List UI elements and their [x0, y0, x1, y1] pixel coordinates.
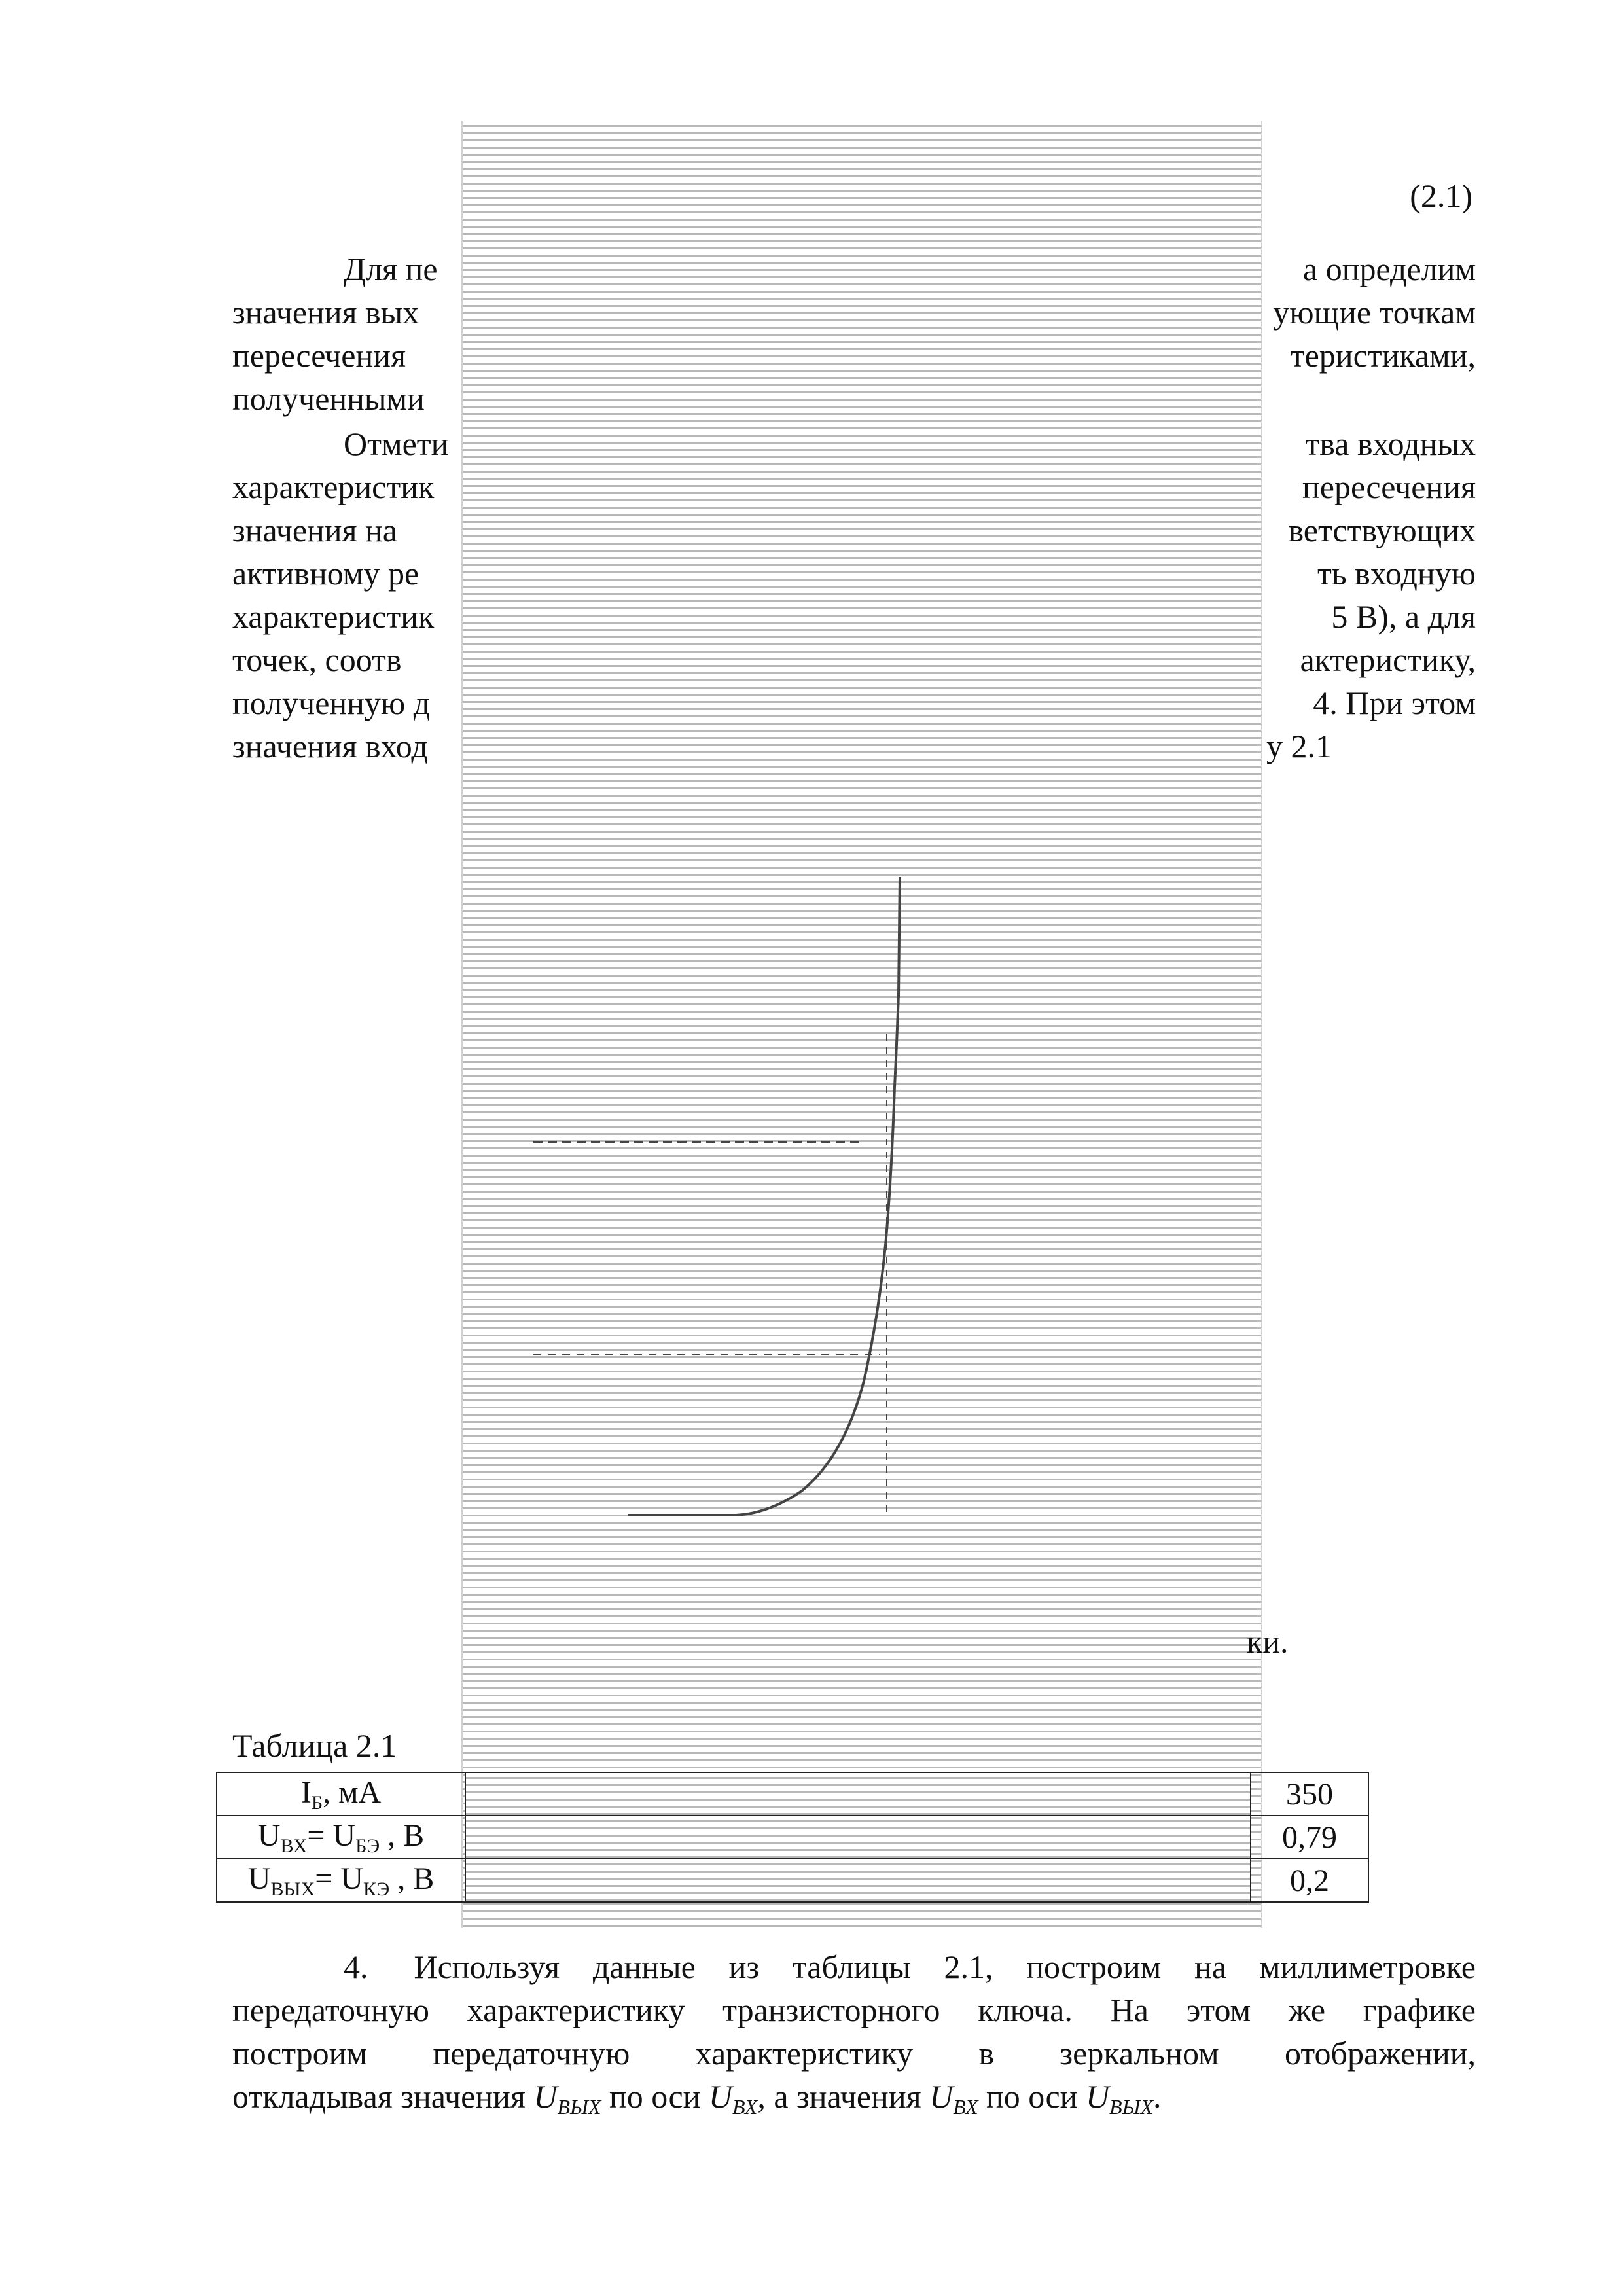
- row-label-uvyx: $U_{ВЫХ}= U_{КЭ}$ , В: [217, 1859, 465, 1902]
- table-cell-value: 0,79: [1251, 1816, 1368, 1859]
- redacted-cells: [465, 1816, 1251, 1859]
- final-line-1: 4. Используя данные из таблицы 2.1, построим на миллиметровке: [344, 1948, 1476, 1985]
- table-row: [217, 1816, 1368, 1859]
- para2-line2-right: пересечения: [1302, 469, 1476, 505]
- item-number: 4.: [344, 1948, 368, 1985]
- final-line-3: построим передаточную характеристику в зеркальном отображении,: [232, 2035, 1476, 2072]
- para2-line3-right: ветствующих: [1288, 512, 1476, 548]
- redacted-cells: [465, 1859, 1251, 1902]
- para2-line3-left: значения на: [232, 512, 398, 548]
- para1-line2-right: ующие точкам: [1273, 294, 1476, 331]
- para2-line6-left: точек, соотв: [232, 641, 402, 678]
- formula-number: (2.1): [1410, 177, 1472, 214]
- table-caption: Таблица 2.1: [232, 1727, 397, 1764]
- figure-caption-fragment: ки.: [1247, 1623, 1289, 1660]
- para2-line8-right: у 2.1: [1266, 728, 1332, 764]
- para2-line8-left: значения вход: [232, 728, 428, 764]
- para2-line6-right: актеристику,: [1300, 641, 1476, 678]
- para2-line7-right: 4. При этом: [1313, 685, 1476, 721]
- para2-line5-right: 5 В), а для: [1331, 598, 1476, 635]
- para2-line4-left: активному ре: [232, 555, 419, 592]
- final-paragraph: [232, 1945, 1476, 2128]
- para1-line1-right: а определим: [1303, 251, 1476, 287]
- table-row: [217, 1772, 1368, 1816]
- para2-line7-left: полученную д: [232, 685, 431, 721]
- row-label-ib: $I_Б$, мА: [217, 1772, 465, 1816]
- redacted-cells: [465, 1772, 1251, 1816]
- para1-line3-right: теристиками,: [1290, 337, 1476, 374]
- para2-line1-left: Отмети: [344, 425, 449, 462]
- input-characteristic-figure: [461, 772, 1260, 1604]
- para1-line2-left: значения вых: [232, 294, 419, 331]
- table-cell-value: 350: [1251, 1772, 1368, 1816]
- para2-line1-right: тва входных: [1305, 425, 1476, 462]
- para2-line5-left: характеристик: [232, 598, 435, 635]
- para1-line4-left: полученными: [232, 380, 425, 417]
- para1-line3-left: пересечения: [232, 337, 406, 374]
- final-line-4: откладывая значения $U_{ВЫХ}$ по оси $U_{ВХ}$, а значения $U_{ВХ}$ по оси $U_{ВЫХ}$.: [232, 2078, 1162, 2119]
- para2-line4-right: ть входную: [1317, 555, 1476, 592]
- table-row: [217, 1859, 1368, 1902]
- table-cell-value: 0,2: [1251, 1859, 1368, 1902]
- data-table: [216, 1772, 1369, 1903]
- para2-line2-left: характеристик: [232, 469, 435, 505]
- para1-line1-left: Для пе: [344, 251, 438, 287]
- row-label-uvx: $U_{ВХ}= U_{БЭ}$ , В: [217, 1816, 465, 1859]
- final-line-2: передаточную характеристику транзисторного ключа. На этом же графике: [232, 1992, 1476, 2028]
- input-characteristic-curve: [628, 877, 900, 1515]
